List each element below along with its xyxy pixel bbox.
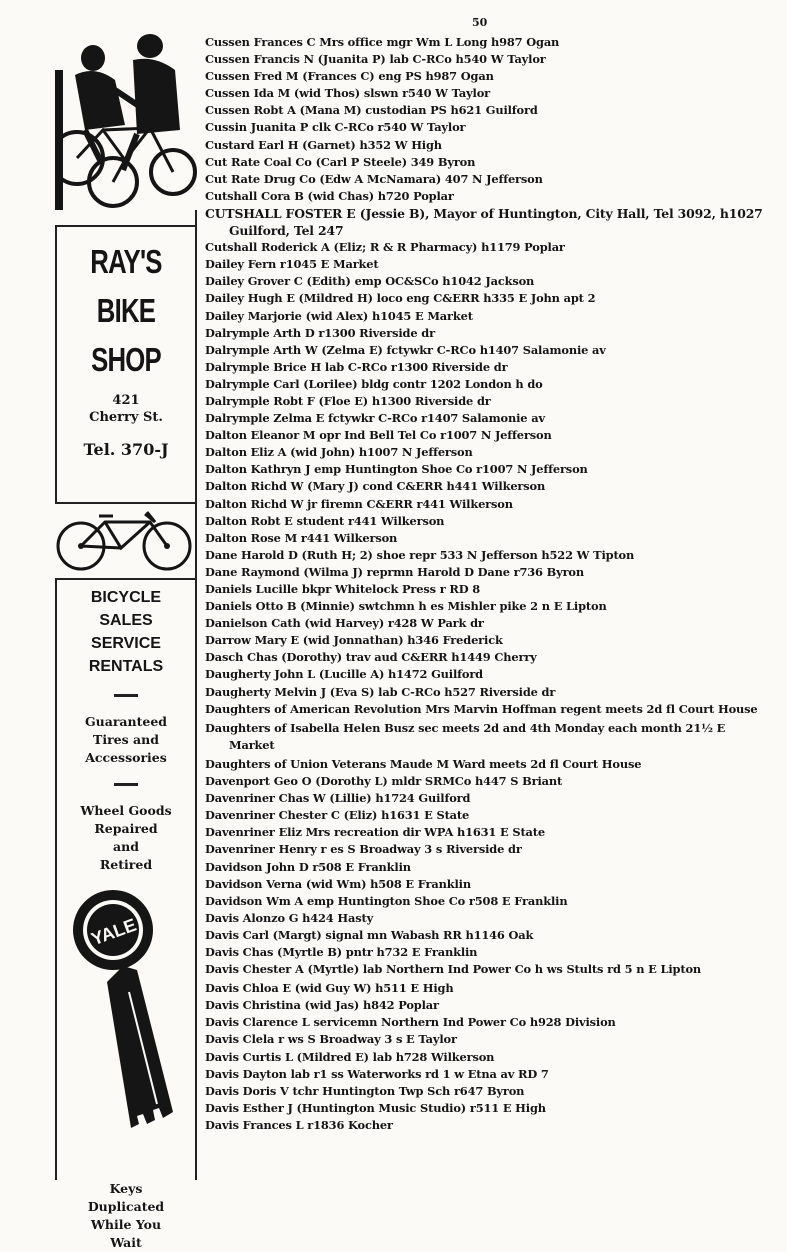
directory-entry: Dalton Eliz A (wid John) h1007 N Jefferson — [205, 445, 473, 460]
cyclists-illustration — [55, 30, 197, 210]
directory-entry: Davis Chloa E (wid Guy W) h511 E High — [205, 981, 454, 996]
directory-entry: Davis Esther J (Huntington Music Studio) r511 E High — [205, 1100, 546, 1115]
page-number: 50 — [472, 16, 488, 29]
directory-entry: Davis Clarence L servicemn Northern Ind Power Co h928 Division — [205, 1015, 616, 1030]
directory-entry: Davenriner Eliz Mrs recreation dir WPA h1631 E State — [205, 825, 545, 840]
directory-entry: Davis Dayton lab r1 ss Waterworks rd 1 w Etna av RD 7 — [205, 1066, 549, 1081]
wheel-goods-line-1: Wheel Goods — [80, 803, 172, 818]
service-sales: SALES — [99, 612, 153, 629]
guarantee-text — [57, 713, 195, 767]
keys-line-4: Wait — [110, 1235, 142, 1250]
directory-entry: Davis Frances L r1836 Kocher — [205, 1117, 393, 1132]
directory-entry: Cussen Ida M (wid Thos) slswn r540 W Taylor — [205, 86, 491, 101]
keys-line-3: While You — [90, 1217, 162, 1232]
directory-entry: Daniels Lucille bkpr Whitelock Press r RD 8 — [205, 582, 481, 596]
directory-entry: Dane Harold D (Ruth H; 2) shoe repr 533 N Jefferson h522 W Tipton — [205, 547, 635, 562]
directory-entry: Dailey Fern r1045 E Market — [205, 257, 379, 272]
directory-entry: Davis Christina (wid Jas) h842 Poplar — [205, 998, 439, 1013]
directory-entry: Dalton Richd W (Mary J) cond C&ERR h441 Wilkerson — [205, 479, 546, 494]
keys-line-2: Duplicated — [87, 1199, 165, 1214]
directory-entry: Dailey Hugh E (Mildred H) loco eng C&ERR h335 E John apt 2 — [205, 291, 596, 306]
directory-entry: Danielson Cath (wid Harvey) r428 W Park dr — [205, 616, 484, 631]
directory-entry: Dalton Eleanor M opr Ind Bell Tel Co r1007 N Jefferson — [205, 428, 552, 443]
directory-entry: Dailey Grover C (Edith) emp OC&SCo h1042 Jackson — [205, 274, 535, 289]
directory-entry: Davis Doris V tchr Huntington Twp Sch r647 Byron — [205, 1083, 525, 1098]
directory-entry: Cutshall Cora B (wid Chas) h720 Poplar — [205, 188, 454, 203]
address-number: 421 — [112, 393, 140, 408]
guarantee-line-2: Tires and — [93, 732, 159, 747]
wheel-goods-text — [57, 802, 195, 874]
directory-entry: Darrow Mary E (wid Jonnathan) h346 Frederick — [205, 633, 503, 648]
directory-entry: Daughters of Union Veterans Maude M Ward meets 2d fl Court House — [205, 756, 642, 771]
directory-entry: Davenriner Chester C (Eliz) h1631 E State — [205, 808, 470, 823]
directory-entry: Davenport Geo O (Dorothy L) mldr SRMCo h447 S Briant — [205, 774, 563, 789]
directory-entry: Dalrymple Carl (Lorilee) bldg contr 1202 London h do — [205, 376, 543, 391]
directory-entry: Dalrymple Zelma E fctywkr C-RCo r1407 Salamonie av — [205, 411, 545, 426]
wheel-goods-line-3: and — [113, 839, 139, 854]
directory-entry: Daughters of American Revolution Mrs Marvin Hoffman regent meets 2d fl Court House — [205, 701, 758, 716]
directory-entry: Davidson Wm A emp Huntington Shoe Co r508 E Franklin — [205, 893, 568, 908]
divider — [114, 783, 138, 786]
divider — [114, 694, 138, 697]
directory-entry: Cut Rate Coal Co (Carl P Steele) 349 Byron — [205, 154, 476, 169]
directory-entry: Davidson Verna (wid Wm) h508 E Franklin — [205, 876, 471, 891]
directory-entry: Davis Clela r ws S Broadway 3 s E Taylor — [205, 1032, 457, 1047]
shop-name-box — [55, 225, 195, 504]
directory-entry: Daugherty John L (Lucille A) h1472 Guilford — [205, 667, 483, 682]
keys-line-1: Keys — [109, 1181, 143, 1196]
directory-entry: Davis Alonzo G h424 Hasty — [205, 910, 374, 925]
directory-entry: Dalrymple Brice H lab C-RCo r1300 Riverside dr — [205, 359, 508, 374]
address-street: Cherry St. — [89, 410, 163, 425]
shop-address — [57, 392, 195, 426]
directory-entry: Dalrymple Robt F (Floe E) h1300 Riverside dr — [205, 393, 491, 408]
directory-entry: Cussen Fred M (Frances C) eng PS h987 Ogan — [205, 69, 494, 84]
directory-entry: Davis Chester A (Myrtle) lab Northern Ind Power Co h ws Stults rd 5 n E Lipton — [205, 962, 702, 977]
directory-entry: Cut Rate Drug Co (Edw A McNamara) 407 N Jefferson — [205, 171, 543, 186]
directory-entry: Davenriner Chas W (Lillie) h1724 Guilford — [205, 791, 471, 806]
wheel-goods-line-4: Retired — [99, 857, 153, 872]
wheel-goods-line-2: Repaired — [94, 821, 158, 836]
directory-entry: Dalton Robt E student r441 Wilkerson — [205, 513, 445, 528]
directory-entry-mayor: CUTSHALL FOSTER E (Jessie B), Mayor of Huntington, City Hall, Tel 3092, h1027 Guilford, Tel 247 — [205, 205, 763, 239]
directory-entry: Daniels Otto B (Minnie) swtchmn h es Mishler pike 2 n E Lipton — [205, 599, 607, 614]
bike-shop-advertisement — [55, 30, 197, 1250]
key-brand: YALE — [88, 914, 139, 950]
shop-name-line-1: RAY'S — [90, 243, 162, 280]
directory-entry: Cussin Juanita P clk C-RCo r540 W Taylor — [205, 120, 466, 135]
directory-entry: Cussen Francis N (Juanita P) lab C-RCo h540 W Taylor — [205, 52, 546, 67]
directory-entry: Dailey Marjorie (wid Alex) h1045 E Market — [205, 308, 473, 323]
directory-entry: Daughters of Isabella Helen Busz sec meets 2d and 4th Monday each month 21½ E Market — [205, 720, 726, 752]
key-icon — [71, 882, 181, 1192]
directory-entry: Davis Chas (Myrtle B) pntr h732 E Franklin — [205, 944, 478, 959]
bicycle-icon — [55, 508, 195, 573]
keys-duplicated-text — [57, 1180, 195, 1252]
directory-entry: Dasch Chas (Dorothy) trav aud C&ERR h1449 Cherry — [205, 650, 537, 665]
directory-entry: Dalton Richd W jr firemn C&ERR r441 Wilkerson — [205, 496, 513, 511]
services-box — [55, 578, 195, 1250]
directory-entry: Dane Raymond (Wilma J) reprmn Harold D Dane r736 Byron — [205, 564, 584, 579]
service-bicycle: BICYCLE — [90, 589, 162, 606]
directory-entry: Davenriner Henry r es S Broadway 3 s Riverside dr — [205, 842, 522, 857]
directory-listings — [205, 34, 765, 1134]
directory-entry: Davis Carl (Margt) signal mn Wabash RR h1146 Oak — [205, 927, 534, 942]
shop-name — [72, 237, 180, 384]
shop-telephone: Tel. 370-J — [83, 440, 169, 459]
guarantee-line-1: Guaranteed — [84, 714, 168, 729]
directory-entry: Dalton Rose M r441 Wilkerson — [205, 530, 398, 545]
service-rentals: RENTALS — [88, 658, 164, 675]
directory-entry: Davis Curtis L (Mildred E) lab h728 Wilkerson — [205, 1049, 495, 1064]
service-service: SERVICE — [91, 635, 161, 652]
guarantee-line-3: Accessories — [85, 750, 167, 765]
directory-entry: Davidson John D r508 E Franklin — [205, 859, 411, 874]
directory-entry: Cutshall Roderick A (Eliz; R & R Pharmacy) h1179 Poplar — [205, 240, 565, 255]
directory-entry: Custard Earl H (Garnet) h352 W High — [205, 137, 442, 152]
directory-entry: Dalton Kathryn J emp Huntington Shoe Co r1007 N Jefferson — [205, 462, 588, 477]
directory-entry: Dalrymple Arth W (Zelma E) fctywkr C-RCo h1407 Salamonie av — [205, 342, 606, 357]
shop-name-line-2: BIKE — [96, 292, 156, 329]
directory-entry: Cussen Robt A (Mana M) custodian PS h621 Guilford — [205, 103, 538, 118]
directory-entry: Cussen Frances C Mrs office mgr Wm L Long h987 Ogan — [205, 35, 560, 49]
directory-entry: Dalrymple Arth D r1300 Riverside dr — [205, 325, 435, 340]
shop-name-line-3: SHOP — [91, 341, 161, 378]
directory-entry: Daugherty Melvin J (Eva S) lab C-RCo h527 Riverside dr — [205, 684, 556, 699]
services-list — [57, 586, 195, 678]
